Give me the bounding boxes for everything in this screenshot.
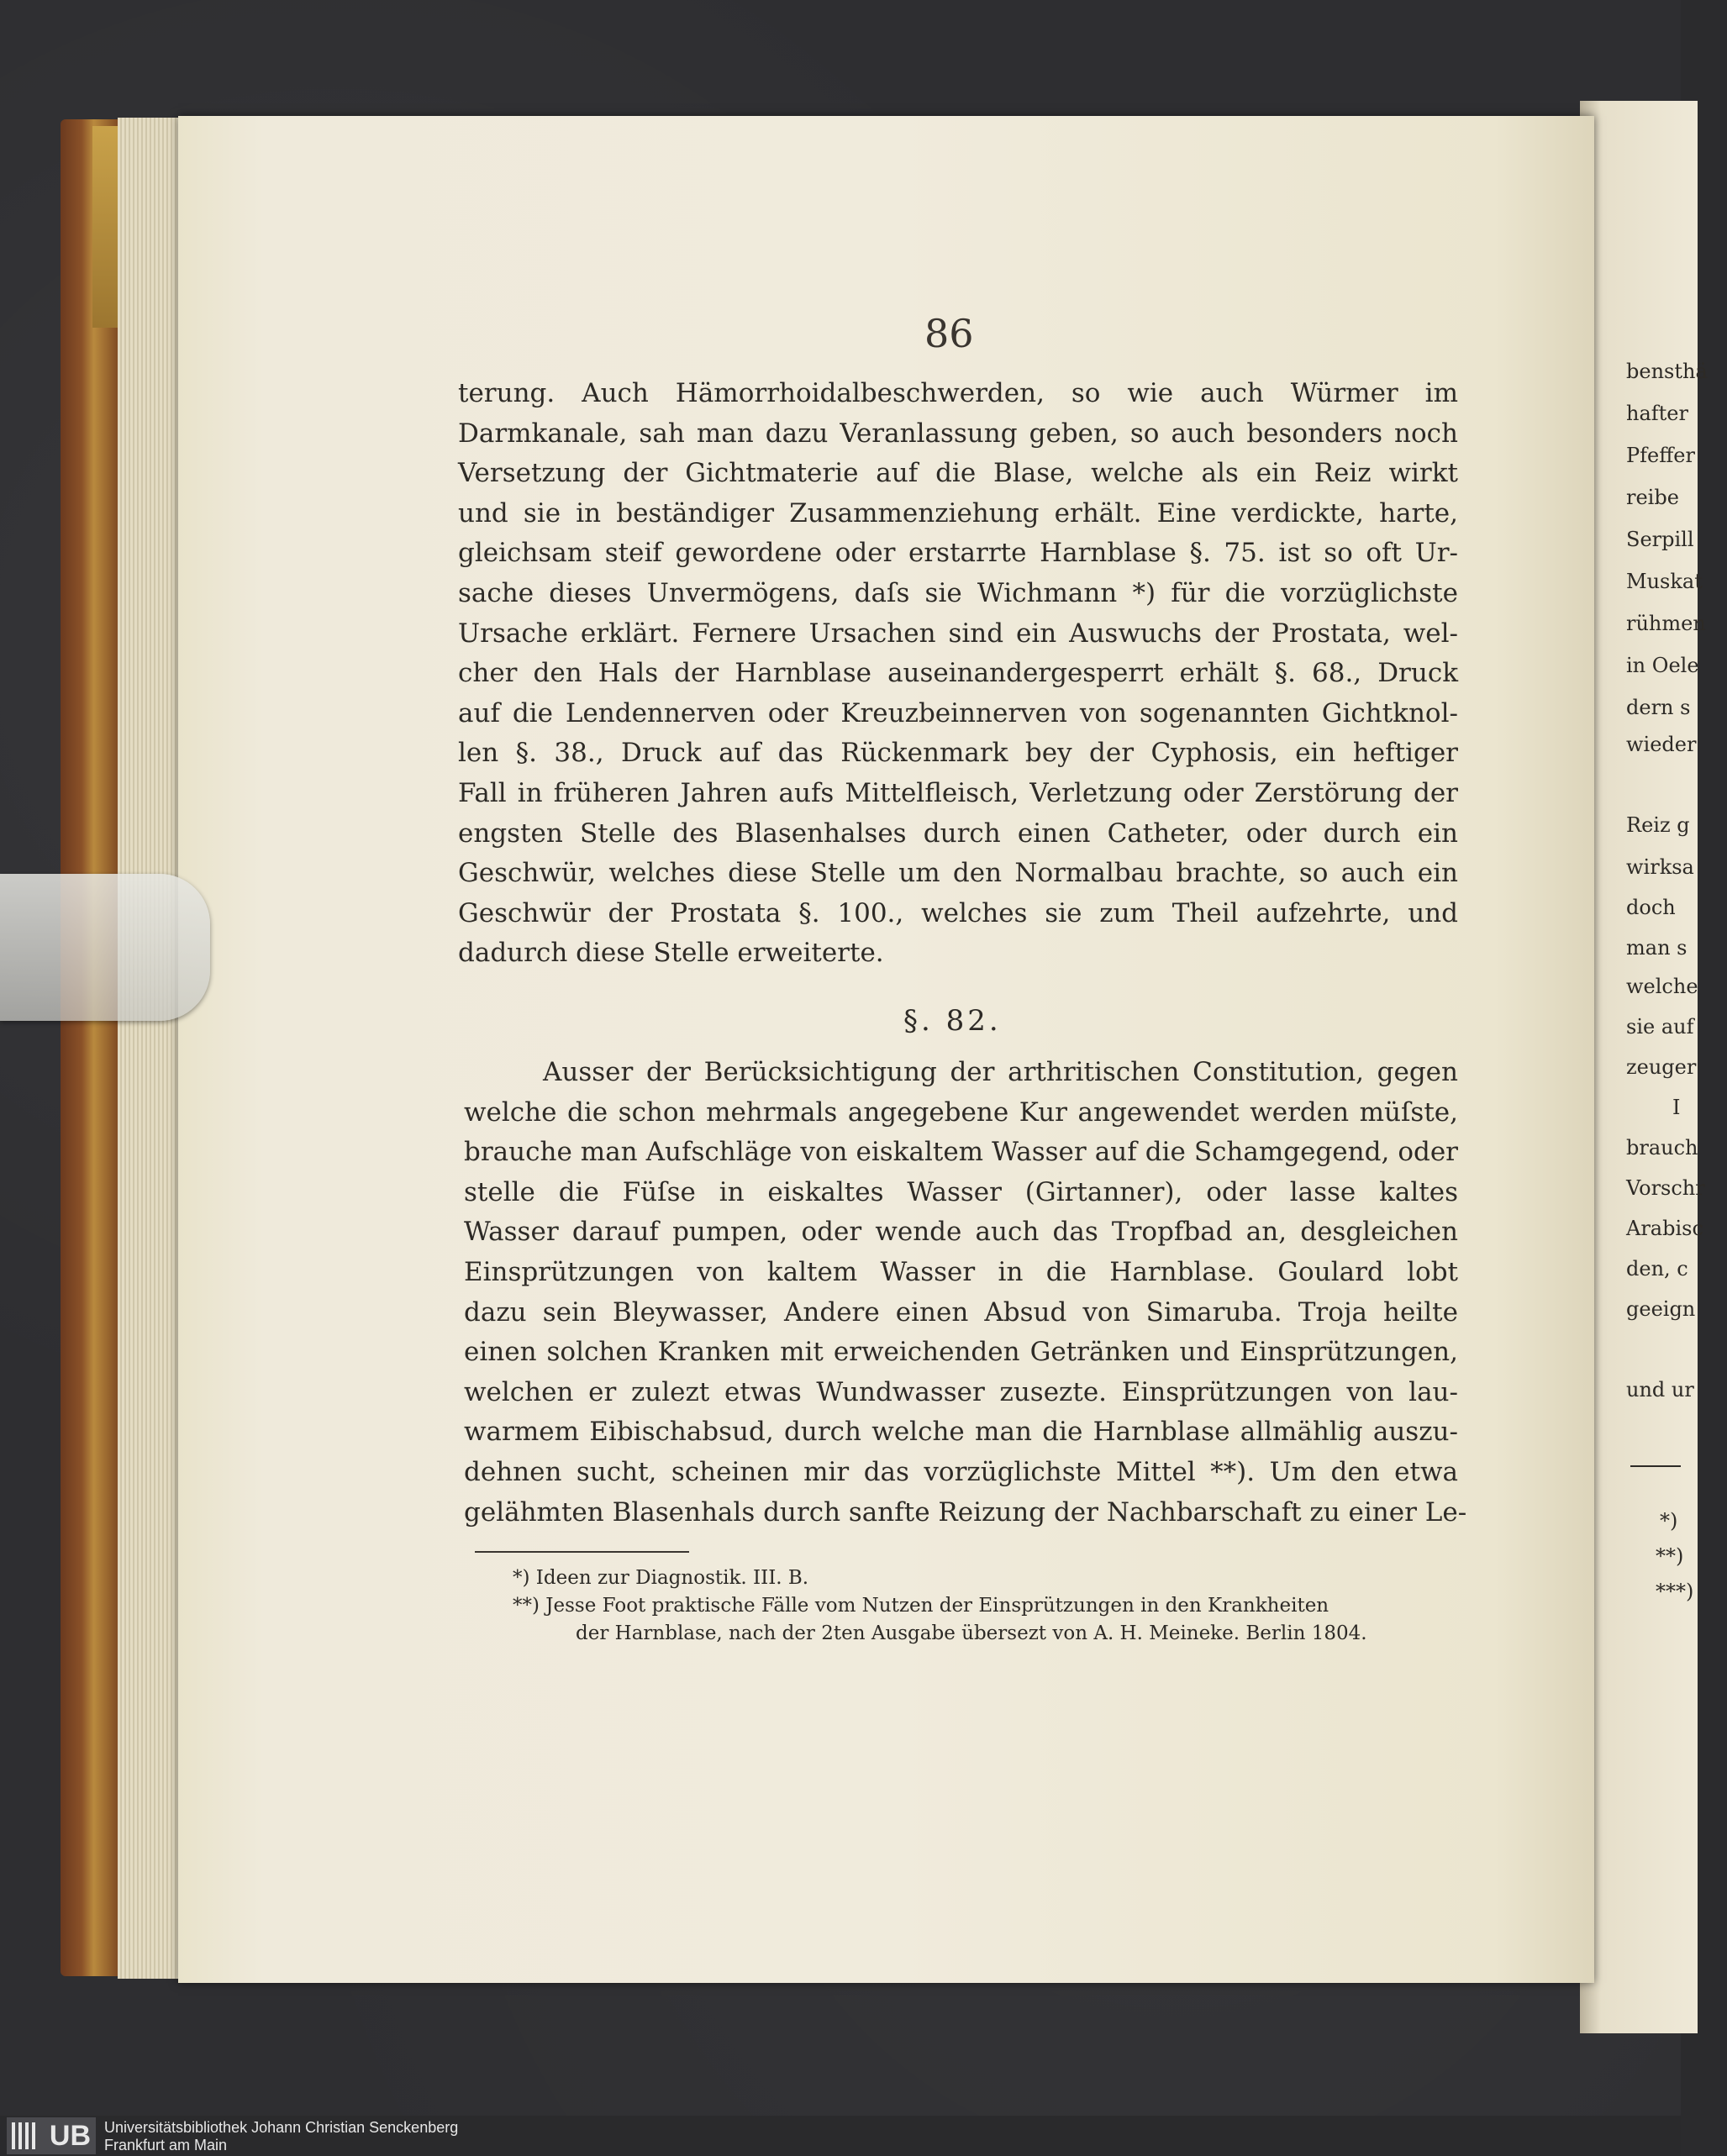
text-line: warmem Eibischabsud, durch welche man die Harnblase allmählig auszu- (464, 1417, 1458, 1448)
right-page-fragment: Serpill (1626, 528, 1694, 551)
text-line: welchen er zulezt etwas Wundwasser zusezte. Einsprützungen von lau- (464, 1376, 1458, 1407)
text-line: Ursache erklärt. Fernere Ursachen sind ein Auswuchs der Prostata, wel- (458, 618, 1458, 649)
text-line: einen solchen Kranken mit erweichenden Getränken und Einsprützungen, (464, 1337, 1458, 1368)
right-page-fragment: man s (1626, 936, 1688, 960)
right-page-fragment: I (1672, 1096, 1681, 1119)
text-line: gelähmten Blasenhals durch sanfte Reizung der Nachbarschaft zu einer Le- (464, 1496, 1467, 1528)
right-page-fragment: Muskat (1626, 570, 1703, 593)
text-line: Geschwür der Prostata §. 100., welches sie zum Theil aufzehrte, und (458, 897, 1458, 928)
paragraph-2 (464, 1053, 1467, 1533)
right-page-fragment: *) (1660, 1509, 1678, 1533)
right-page-fragment: geeign (1626, 1297, 1696, 1321)
text-line: brauche man Aufschläge von eiskaltem Wasser auf die Schamgegend, oder (464, 1137, 1458, 1168)
text-line: stelle die Füſse in eiskaltes Wasser (Girtanner), oder lasse kaltes (464, 1176, 1458, 1207)
text-line: auf die Lendennerven oder Kreuzbeinnerven von sogenannten Gichtknol- (458, 697, 1458, 728)
right-page-fragment: Reiz g (1626, 813, 1690, 837)
page-number: 86 (924, 311, 974, 356)
text-line: und sie in beständiger Zusammenziehung erhält. Eine verdickte, harte, (458, 497, 1458, 528)
right-page-fragment: sie auf (1626, 1015, 1694, 1039)
library-name-line-1: Universitätsbibliothek Johann Christian Senckenberg (104, 2119, 459, 2136)
library-logo-text: UB (49, 2120, 91, 2152)
library-name (104, 2119, 458, 2154)
right-page-fragment: ***) (1656, 1580, 1694, 1603)
right-page-fragment: reibe (1626, 486, 1679, 509)
section-heading: §. 82. (903, 1004, 1002, 1038)
text-line: gleichsam steif gewordene oder erstarrte Harnblase §. 75. ist so oft Ur- (458, 538, 1458, 569)
text-line: Ausser der Berücksichtigung der arthritischen Constitution, gegen (543, 1057, 1458, 1087)
text-line: len §. 38., Druck auf das Rückenmark bey der Cyphosis, ein heftiger (458, 738, 1458, 769)
text-line: Fall in früheren Jahren aufs Mittelfleisch, Verletzung oder Zerstörung der (458, 777, 1458, 808)
text-line: Einsprützungen von kaltem Wasser in die Harnblase. Goulard lobt (464, 1256, 1458, 1287)
right-page-fragment: und ur (1626, 1378, 1694, 1401)
text-line: engsten Stelle des Blasenhalses durch einen Catheter, oder durch ein (458, 818, 1458, 849)
text-line: cher den Hals der Harnblase auseinandergesperrt erhält §. 68., Druck (458, 658, 1458, 689)
right-page-fragment: bensthä (1626, 360, 1708, 383)
right-page-fragment: in Oele (1626, 654, 1699, 677)
library-logo (7, 2117, 96, 2154)
text-line: terung. Auch Hämorrhoidalbeschwerden, so wie auch Würmer im (458, 378, 1458, 408)
text-line: dadurch diese Stelle erweiterte. (458, 938, 884, 969)
right-page-fragment: hafter (1626, 402, 1688, 425)
right-page-fragment: Vorschr (1626, 1176, 1705, 1200)
text-line: Versetzung der Gichtmaterie auf die Blase, welche als ein Reiz wirkt (458, 458, 1458, 489)
paragraph-1 (458, 374, 1458, 974)
footnote-continuation: der Harnblase, nach der 2ten Ausgabe übersezt von A. H. Meineke. Berlin 1804. (576, 1622, 1367, 1644)
footnote: **) Jesse Foot praktische Fälle vom Nutzen der Einsprützungen in den Krankheiten (513, 1595, 1329, 1617)
footnote: *) Ideen zur Diagnostik. III. B. (513, 1567, 809, 1589)
right-page-fragment: Pfeffer (1626, 444, 1695, 467)
right-page-fragment: welche (1626, 975, 1698, 998)
right-page-fragment: dern s (1626, 696, 1691, 719)
right-page-divider (1630, 1465, 1681, 1467)
footnote-divider (475, 1551, 689, 1553)
text-line: welche die schon mehrmals angegebene Kur angewendet werden müſste, (464, 1096, 1458, 1128)
right-page-fragment: den, c (1626, 1257, 1688, 1280)
text-line: dazu sein Bleywasser, Andere einen Absud von Simaruba. Troja heilte (464, 1296, 1458, 1328)
text-line: sache dieses Unvermögens, daſs sie Wichmann *) für die vorzüglichste (458, 577, 1458, 608)
book-cover-edge (61, 119, 121, 1976)
library-name-line-2: Frankfurt am Main (104, 2137, 228, 2153)
text-line: Darmkanale, sah man dazu Veranlassung geben, so auch besonders noch (458, 418, 1458, 449)
right-page-fragment: zeuger (1626, 1055, 1697, 1079)
page-clip (0, 874, 210, 1021)
right-page-fragment: doch (1626, 896, 1676, 919)
text-line: Geschwür, welches diese Stelle um den Normalbau brachte, so auch ein (458, 858, 1458, 889)
library-logo-icon (12, 2122, 37, 2149)
right-page-fragment: wieder (1626, 733, 1697, 756)
right-page-fragment: brauch (1626, 1136, 1698, 1160)
right-page-fragment: rühmen (1626, 612, 1706, 635)
right-page-fragment: **) (1656, 1544, 1684, 1568)
text-line: dehnen sucht, scheinen mir das vorzüglichste Mittel **). Um den etwa (464, 1456, 1458, 1487)
right-page-fragment: Arabisc (1626, 1217, 1703, 1240)
footnotes (513, 1564, 1462, 1648)
text-line: Wasser darauf pumpen, oder wende auch das Tropfbad an, desgleichen (464, 1217, 1458, 1248)
right-page-fragment: wirksa (1626, 855, 1694, 879)
